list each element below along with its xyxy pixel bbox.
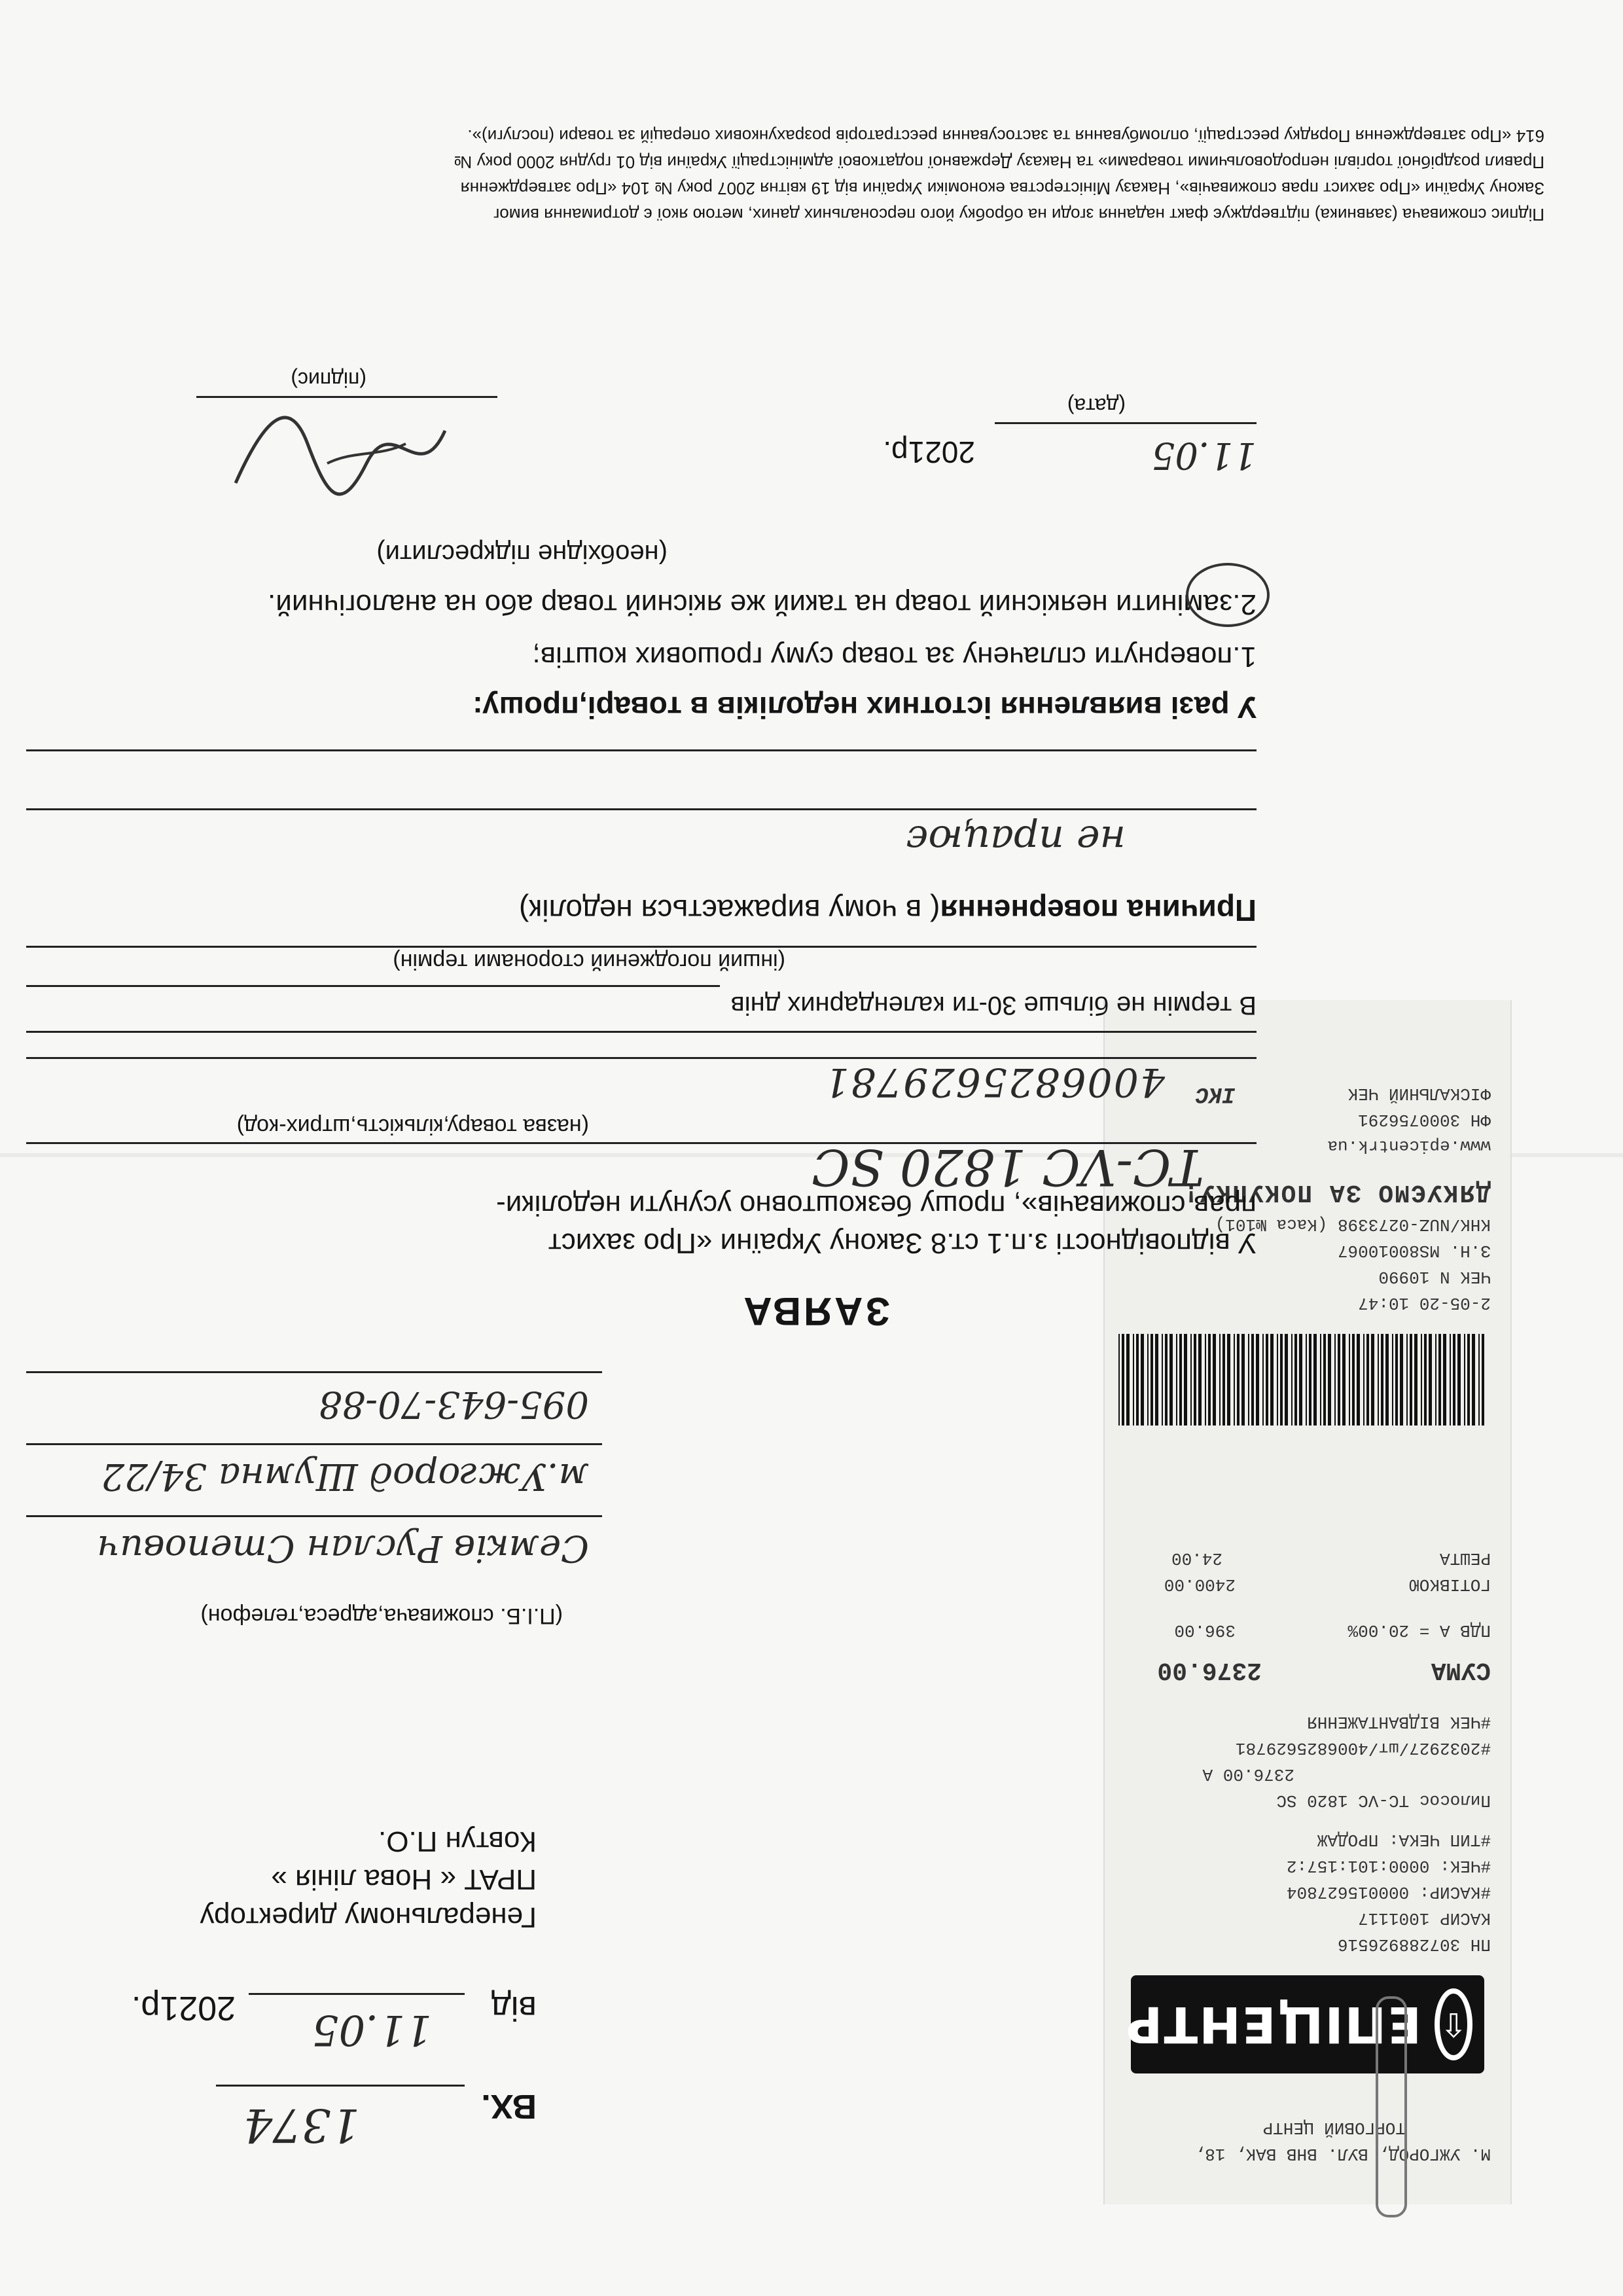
- addressee-line3: Ковтун П.О.: [378, 1825, 537, 1857]
- option-circle-mark: [1186, 563, 1270, 627]
- paper-clip: [1376, 1996, 1407, 2217]
- signature-year: 2021р.: [883, 435, 975, 469]
- signature-date-caption: (дата): [1067, 394, 1126, 418]
- goods-barcode: 4006825629781: [823, 1059, 1165, 1105]
- applicant-name-line: [26, 1515, 602, 1517]
- blank-line: [26, 1031, 1257, 1033]
- consent-line4: 614 «Про затвердження Порядку реєстрації, опломбування та застосування реєстраторів розрахункових операцій за товари (послуги)».: [467, 126, 1544, 146]
- handwritten-signature: [223, 404, 458, 503]
- term-caption: (інший погоджений сторонами термін): [393, 949, 785, 974]
- date-line: [249, 1993, 465, 1995]
- defects-note: (необхідне підкреслити): [376, 539, 668, 568]
- receipt-fn: КНК/NUZ-0273398 (Каса №101): [1215, 1215, 1491, 1234]
- receipt-type: #ТИП ЧЕКА: ПРОДАЖ: [1317, 1830, 1491, 1850]
- term-line2: [26, 946, 1257, 948]
- addressee-line1: Генеральному директору: [200, 1901, 537, 1933]
- term-text: В термін не більше 30-ти календарних днів: [730, 991, 1257, 1020]
- reason-label: Причина повернення: [940, 893, 1257, 927]
- receipt-change-value: 24.00: [1171, 1549, 1222, 1568]
- defects-option1: 1.повернути сплачену за товар суму грошових коштів;: [532, 641, 1257, 673]
- header-year: 2021р.: [131, 1989, 236, 2027]
- goods-name: ТС-VC 1820 SC: [812, 1138, 1204, 1196]
- receipt-fiscal: ФІСКАЛЬНИЙ ЧЕК: [1347, 1084, 1491, 1103]
- reason-line2: [26, 749, 1257, 751]
- reason-block: [519, 893, 1257, 928]
- logo-text: ЕПІЦЕНТР: [1124, 1996, 1422, 2054]
- signature-line: [196, 396, 497, 398]
- signature-date: 11.05: [1151, 434, 1257, 476]
- receipt-change-label: РЕШТА: [1439, 1549, 1491, 1568]
- defects-heading: У разі виявлення істотних недоліків в товарі,прошу:: [473, 691, 1257, 725]
- applicant-address-line: [26, 1443, 602, 1445]
- registration-number: 1374: [243, 2098, 360, 2152]
- addressee-line2: ПРАТ « Нова лінія »: [271, 1863, 537, 1895]
- receipt-item: Пилосос ТС-VC 1820 SС: [1276, 1791, 1491, 1810]
- header-date: 11.05: [312, 2005, 432, 2054]
- registration-label: ВХ.: [481, 2087, 537, 2125]
- receipt-vat-value: 396.00: [1174, 1621, 1236, 1640]
- receipt-vat-label: ПДВ А = 20.00%: [1347, 1621, 1491, 1640]
- receipt-store: ТОРГОВИЙ ЦЕНТР: [1262, 2118, 1406, 2138]
- receipt-sum-label: СУМА: [1431, 1656, 1491, 1684]
- receipt-item-code: #2032927/шт/4006825629781: [1235, 1738, 1491, 1758]
- receipt-number: ЧЕК N 10990: [1378, 1267, 1491, 1287]
- receipt-address: М. УЖГОРОД, ВУЛ. ВНВ ВАК, 18,: [1194, 2144, 1491, 2164]
- applicant-address: м.Ужгород Шумна 34/22: [101, 1455, 589, 1498]
- receipt-fn2: ФН 3000756291: [1358, 1110, 1491, 1130]
- applicant-phone: 095-643-70-88: [318, 1383, 589, 1426]
- receipt-brand: ІКС: [1195, 1081, 1236, 1106]
- consent-line1: Підпис споживача (заявника) підтверджує факт надання згоди на обробку його персональних даних, метою якої є дотримання вимог: [493, 205, 1544, 224]
- goods-line: [26, 1142, 1257, 1144]
- date-prefix: від: [491, 1989, 537, 2027]
- receipt-thanks: ДЯКУЄМО ЗА ПОКУПКУ!: [1182, 1178, 1491, 1206]
- epicentr-logo: [1124, 1975, 1484, 2073]
- term-line: [26, 985, 720, 987]
- reason-line: [26, 808, 1257, 810]
- receipt-serial: З.Н. МS80010067: [1337, 1241, 1491, 1261]
- applicant-name: Семків Руслан Степович: [97, 1527, 589, 1570]
- receipt-cashier-id: #КАСИР: 000015627804: [1286, 1882, 1491, 1902]
- tree-icon: ⇧: [1435, 1988, 1472, 2060]
- goods-caption: (назва товару,кількість,штрих-код): [236, 1114, 589, 1139]
- receipt-site: www.epicentrk.ua: [1327, 1136, 1491, 1156]
- intro-line1: У відповідності з.п.1 ст.8 Закону України «Про захист: [548, 1227, 1257, 1259]
- applicant-phone-line: [26, 1371, 602, 1373]
- signature-date-line: [995, 422, 1257, 424]
- receipt-sum-value: 2376.00: [1157, 1656, 1262, 1684]
- registration-line: [216, 2085, 465, 2087]
- receipt-cashier: КАСИР 1001117: [1358, 1909, 1491, 1928]
- receipt-cash-value: 2400.00: [1164, 1575, 1236, 1594]
- consent-text: [52, 123, 1544, 228]
- document-title: ЗАЯВА: [741, 1289, 890, 1333]
- consent-line2: Закону України «Про захист прав споживачів», Наказу Міністерства економіки України від 19 квітня 2007 року № 104 «Про затвердження: [460, 179, 1544, 198]
- receipt-cash-label: ГОТІВКОЮ: [1409, 1575, 1491, 1594]
- receipt-pn: ПН 307288926516: [1337, 1935, 1491, 1954]
- receipt-datetime: 2-05-20 10:47: [1358, 1293, 1491, 1313]
- defects-option2: 2.замінити неякісний товар на такий же якісний товар або на аналогічний.: [268, 588, 1257, 620]
- addressee-block: [200, 1822, 537, 1936]
- applicant-caption: (П.І.Б. споживача,адреса,телефон): [200, 1604, 563, 1628]
- receipt-item-price: 2376.00 А: [1202, 1765, 1294, 1784]
- reason-value: не працює: [906, 817, 1126, 863]
- barcode-line: [26, 1057, 1257, 1059]
- receipt-barcode: [1118, 1334, 1484, 1426]
- receipt-shipment: #ЧЕК ВІДВАНТАЖЕННЯ: [1307, 1712, 1491, 1732]
- intro-text: [496, 1186, 1257, 1262]
- signature-caption: (підпис): [291, 368, 366, 391]
- intro-line2: прав споживачів», прошу безкоштовно усунути недоліки-: [496, 1189, 1257, 1221]
- receipt-check: #ЧЕК: 0000:101:157:2: [1286, 1856, 1491, 1876]
- consent-line3: Правил роздрібної торгівлі непродовольчими товарами» та Наказу Державної податкової адміністрації України від 01 грудня 2000 року №: [454, 152, 1544, 172]
- reason-label-rest: ( в чому виражається недолік): [518, 893, 940, 927]
